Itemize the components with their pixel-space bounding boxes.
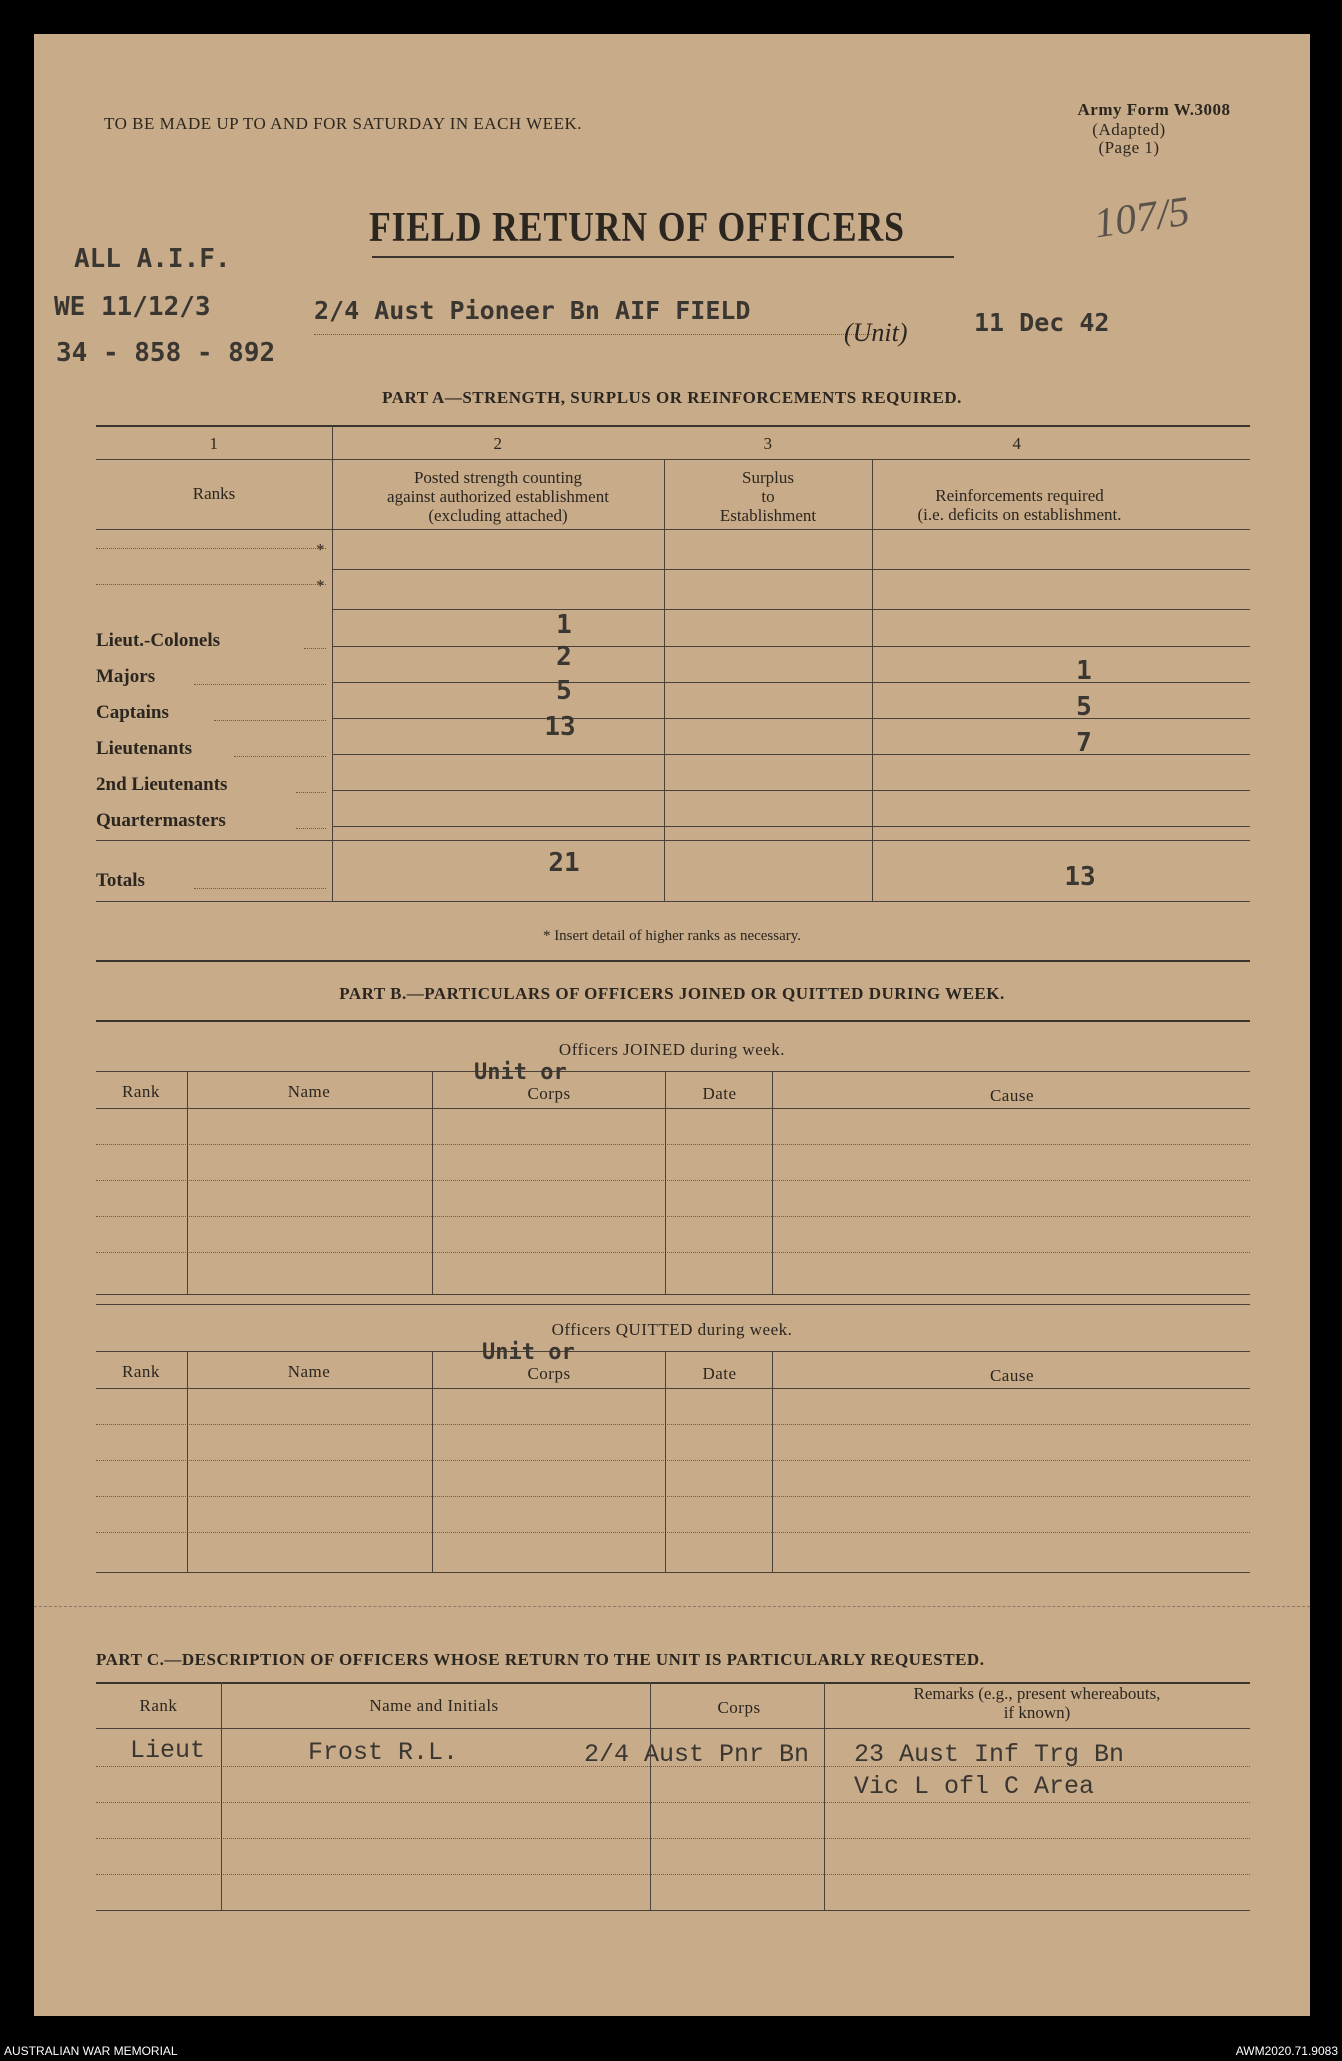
quitted-top-rule bbox=[96, 1351, 1250, 1352]
part-b-title: PART B.—PARTICULARS OF OFFICERS JOINED OR QUITTED DURING WEEK. bbox=[339, 984, 1005, 1003]
posted-header-line-1: Posted strength counting bbox=[413, 468, 583, 487]
joined-header-rule bbox=[96, 1108, 1250, 1109]
dots-r1 bbox=[194, 684, 326, 685]
quitted-col-corps: Corps bbox=[527, 1364, 571, 1383]
part-a-footnote: * Insert detail of higher ranks as necessary. bbox=[542, 928, 802, 944]
reinforcements-header bbox=[872, 486, 1167, 524]
rank-label-quartermasters: Quartermasters bbox=[96, 810, 226, 831]
row-rule-r5 bbox=[332, 826, 1250, 827]
dots-r4 bbox=[296, 792, 326, 793]
quitted-divider-4 bbox=[772, 1351, 773, 1572]
totals-posted: 21 bbox=[548, 848, 580, 878]
title-underline bbox=[372, 256, 954, 258]
posted-majors: 2 bbox=[556, 642, 572, 672]
posted-header-line-3: (excluding attached) bbox=[428, 506, 568, 525]
quitted-col-cause: Cause bbox=[989, 1366, 1035, 1385]
part-c-divider-2 bbox=[650, 1682, 651, 1910]
reinf-header-line-1: Reinforcements required bbox=[935, 486, 1104, 505]
rank-label-lieutenants: Lieutenants bbox=[96, 738, 193, 759]
dots-r2 bbox=[214, 720, 326, 721]
joined-col-cause: Cause bbox=[989, 1086, 1035, 1105]
instruction-text: TO BE MADE UP TO AND FOR SATURDAY IN EACH WEEK. bbox=[104, 114, 582, 133]
surplus-header-line-2: to bbox=[761, 487, 775, 506]
joined-divider-1 bbox=[187, 1071, 188, 1294]
dots-totals bbox=[194, 888, 326, 889]
unit-name: 2/4 Aust Pioneer Bn AIF FIELD bbox=[314, 296, 751, 325]
part-a-top-rule bbox=[96, 425, 1250, 427]
part-c-row-2 bbox=[96, 1802, 1250, 1803]
joined-row-4 bbox=[96, 1252, 1250, 1253]
posted-lt-col: 1 bbox=[556, 610, 572, 640]
totals-top-rule bbox=[96, 840, 1250, 841]
quitted-separator-rule bbox=[96, 1304, 1250, 1305]
dots-r0 bbox=[304, 648, 326, 649]
col-number-1: 1 bbox=[209, 434, 219, 453]
joined-divider-2 bbox=[432, 1071, 433, 1294]
part-a-end-rule bbox=[96, 960, 1250, 962]
handwritten-reference: 107/5 bbox=[1091, 188, 1193, 248]
dots-r3 bbox=[234, 756, 326, 757]
reinf-majors: 1 bbox=[1076, 656, 1092, 686]
footer-accession-number: AWM2020.71.9083 bbox=[1235, 2044, 1338, 2058]
totals-reinf: 13 bbox=[1064, 862, 1096, 892]
form-page bbox=[34, 34, 1310, 2016]
col-number-4: 4 bbox=[1012, 434, 1022, 453]
joined-bottom-rule bbox=[96, 1294, 1250, 1295]
surplus-header bbox=[664, 468, 872, 525]
joined-col-corps: Corps bbox=[527, 1084, 571, 1103]
part-c-row-3 bbox=[96, 1838, 1250, 1839]
part-c-entry-name: Frost R.L. bbox=[308, 1738, 459, 1767]
quitted-divider-1 bbox=[187, 1351, 188, 1572]
header-bottom-rule bbox=[96, 529, 1250, 530]
rank-label-captains: Captains bbox=[96, 702, 169, 723]
quitted-row-4 bbox=[96, 1532, 1250, 1533]
part-c-col-rank: Rank bbox=[139, 1696, 178, 1715]
joined-row-1 bbox=[96, 1144, 1250, 1145]
col-number-2: 2 bbox=[493, 434, 503, 453]
unit-dotted-line bbox=[314, 334, 874, 335]
totals-label: Totals bbox=[96, 870, 145, 891]
rank-label-2nd-lieutenants: 2nd Lieutenants bbox=[96, 774, 228, 795]
part-c-col-name: Name and Initials bbox=[369, 1696, 499, 1715]
quitted-row-2 bbox=[96, 1460, 1250, 1461]
quitted-header-rule bbox=[96, 1388, 1250, 1389]
part-c-col-remarks bbox=[824, 1684, 1250, 1722]
quitted-divider-2 bbox=[432, 1351, 433, 1572]
row-rule-a2 bbox=[332, 609, 1250, 610]
asterisk-dots-2 bbox=[96, 584, 326, 585]
asterisk-dots-1 bbox=[96, 548, 326, 549]
quitted-col-rank: Rank bbox=[122, 1362, 160, 1381]
posted-captains: 5 bbox=[556, 676, 572, 706]
form-page-number: (Page 1) bbox=[1098, 138, 1160, 157]
part-b-top-rule bbox=[96, 1020, 1250, 1022]
col-number-3: 3 bbox=[763, 434, 773, 453]
stamp-all-aif: ALL A.I.F. bbox=[74, 244, 231, 274]
footer-institution: AUSTRALIAN WAR MEMORIAL bbox=[4, 2044, 178, 2058]
return-date: 11 Dec 42 bbox=[974, 308, 1110, 337]
part-a-col-divider-3 bbox=[872, 459, 873, 901]
reinf-header-line-2: (i.e. deficits on establishment. bbox=[917, 505, 1122, 524]
remarks-header-line-2: if known) bbox=[1003, 1703, 1071, 1722]
surplus-header-line-1: Surplus bbox=[742, 468, 794, 487]
part-a-col-divider-1 bbox=[332, 425, 333, 901]
part-c-header-rule bbox=[96, 1728, 1250, 1729]
joined-col-date: Date bbox=[702, 1084, 737, 1103]
joined-col-name: Name bbox=[287, 1082, 331, 1101]
part-c-bottom-rule bbox=[96, 1910, 1250, 1911]
part-c-row-4 bbox=[96, 1874, 1250, 1875]
form-adapted: (Adapted) bbox=[1092, 120, 1166, 139]
surplus-header-line-3: Establishment bbox=[719, 506, 817, 525]
dots-r5 bbox=[296, 828, 326, 829]
part-a-bottom-rule bbox=[96, 901, 1250, 902]
reinf-captains: 5 bbox=[1076, 692, 1092, 722]
page-title: FIELD RETURN OF OFFICERS bbox=[369, 205, 905, 251]
unit-label: (Unit) bbox=[844, 318, 908, 347]
part-a-title: PART A—STRENGTH, SURPLUS OR REINFORCEMENTS REQUIRED. bbox=[382, 388, 962, 407]
asterisk-row-2: * bbox=[316, 576, 325, 595]
reinf-lieutenants: 7 bbox=[1076, 728, 1092, 758]
col-number-rule bbox=[96, 459, 1250, 460]
asterisk-row-1: * bbox=[316, 540, 325, 559]
remarks-header-line-1: Remarks (e.g., present whereabouts, bbox=[913, 1684, 1161, 1703]
quitted-divider-3 bbox=[665, 1351, 666, 1572]
posted-lieutenants: 13 bbox=[544, 712, 576, 742]
row-rule-r4 bbox=[332, 790, 1250, 791]
posted-strength-header bbox=[332, 468, 664, 525]
joined-row-3 bbox=[96, 1216, 1250, 1217]
part-c-entry-remarks-2: Vic L ofl C Area bbox=[854, 1772, 1095, 1801]
joined-row-2 bbox=[96, 1180, 1250, 1181]
stamp-reference: 34 - 858 - 892 bbox=[56, 338, 276, 368]
fold-line bbox=[34, 1606, 1310, 1607]
rank-label-lt-col: Lieut.-Colonels bbox=[96, 630, 221, 651]
part-c-entry-corps: 2/4 Aust Pnr Bn bbox=[584, 1740, 810, 1769]
stamp-week-ending: WE 11/12/3 bbox=[54, 292, 211, 322]
posted-header-line-2: against authorized establishment bbox=[387, 487, 609, 506]
quitted-col-name: Name bbox=[287, 1362, 331, 1381]
part-a-col-divider-2 bbox=[664, 459, 665, 901]
form-id: Army Form W.3008 bbox=[1077, 100, 1231, 119]
joined-top-rule bbox=[96, 1071, 1250, 1072]
part-c-entry-remarks-1: 23 Aust Inf Trg Bn bbox=[854, 1740, 1125, 1769]
row-rule-r0 bbox=[332, 646, 1250, 647]
ranks-header: Ranks bbox=[192, 484, 236, 503]
joined-divider-4 bbox=[772, 1071, 773, 1294]
row-rule-a1 bbox=[332, 569, 1250, 570]
quitted-col-date: Date bbox=[702, 1364, 737, 1383]
quitted-title: Officers QUITTED during week. bbox=[551, 1320, 793, 1339]
quitted-row-3 bbox=[96, 1496, 1250, 1497]
quitted-bottom-rule bbox=[96, 1572, 1250, 1573]
part-c-divider-3 bbox=[824, 1682, 825, 1910]
part-c-entry-rank: Lieut bbox=[130, 1736, 206, 1765]
quitted-row-1 bbox=[96, 1424, 1250, 1425]
part-c-title: PART C.—DESCRIPTION OF OFFICERS WHOSE RETURN TO THE UNIT IS PARTICULARLY REQUESTED. bbox=[96, 1650, 985, 1669]
rank-label-majors: Majors bbox=[96, 666, 156, 687]
joined-col-rank: Rank bbox=[122, 1082, 160, 1101]
part-c-row-1 bbox=[96, 1766, 1250, 1767]
part-c-col-corps: Corps bbox=[717, 1698, 761, 1717]
joined-unit-or-stamp: Unit or bbox=[474, 1060, 567, 1085]
quitted-unit-or-stamp: Unit or bbox=[482, 1340, 575, 1365]
part-c-divider-1 bbox=[221, 1682, 222, 1910]
joined-title: Officers JOINED during week. bbox=[558, 1040, 786, 1059]
joined-divider-3 bbox=[665, 1071, 666, 1294]
